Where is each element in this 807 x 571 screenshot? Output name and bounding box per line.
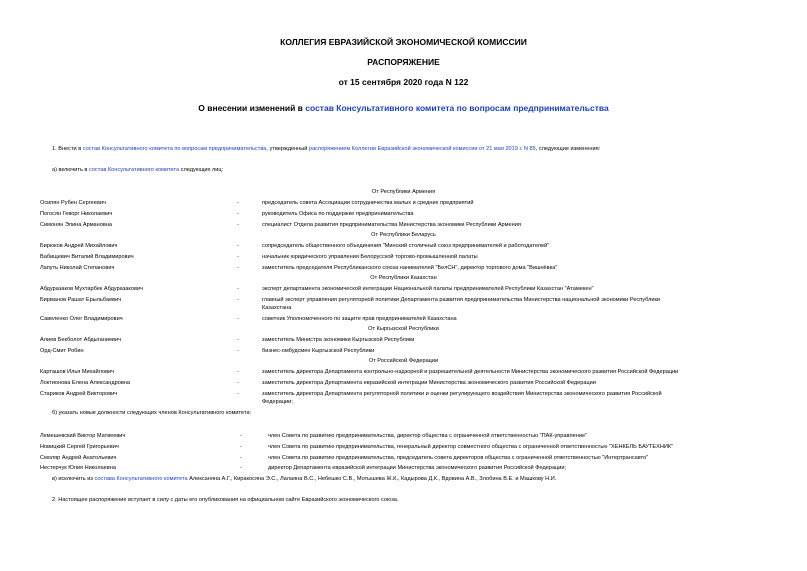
member-name: Лапуть Николай Степанович [40, 265, 115, 271]
paragraph-1 [52, 146, 600, 153]
member-dash: - [237, 286, 239, 292]
member-name: Алиев Бекболот Абдыганиевич [40, 337, 122, 343]
member-name: Бирюков Андрей Михайлович [40, 243, 118, 249]
paragraph-c [52, 476, 556, 483]
member-dash: - [237, 243, 239, 249]
member-dash: - [237, 316, 239, 322]
country-heading: От Кыргызской Республики [368, 326, 439, 332]
p1-text-1: 1. Внести в [52, 146, 83, 152]
member-position: заместитель директора Департамента евразийской интеграции Министерства экономического развития Российской Федерации [262, 380, 596, 386]
member-dash: - [237, 297, 239, 303]
p1-link-composition[interactable]: состав Консультативного комитета по вопросам предпринимательства [82, 146, 267, 152]
paragraph-2: 2. Настоящее распоряжение вступает в силу с даты его опубликования на официальном сайте Евразийского экономического союза. [52, 497, 399, 503]
member-dash: - [237, 380, 239, 386]
member-dash: - [237, 222, 239, 228]
member-name: Симонян Элина Армановна [40, 222, 113, 228]
paragraph-a [52, 167, 223, 174]
member-name: Лемешевский Виктор Матвеевич [40, 433, 126, 439]
member-dash: - [240, 433, 242, 439]
country-heading: От Республики Казахстан [370, 275, 437, 281]
country-heading: От Республики Армения [371, 189, 436, 195]
member-name: Орд-Смит Робин [40, 348, 84, 354]
member-dash: - [240, 444, 242, 450]
member-dash: - [240, 455, 242, 461]
member-dash: - [240, 465, 242, 471]
pa-text-2: следующих лиц: [179, 167, 224, 173]
org-title: КОЛЛЕГИЯ ЕВРАЗИЙСКОЙ ЭКОНОМИЧЕСКОЙ КОМИССИИ [280, 37, 527, 47]
member-position: заместитель директора Департамента регуляторной политики и оценки регулирующего воздействия Министерства экономического развития Российской [262, 391, 662, 397]
member-name: Савеленко Олег Владимирович [40, 316, 123, 322]
member-dash: - [237, 337, 239, 343]
p1-text-2: , утвержденный [266, 146, 309, 152]
member-name: Нестерчук Юлия Николаевна [40, 465, 116, 471]
member-dash: - [237, 211, 239, 217]
doc-type: РАСПОРЯЖЕНИЕ [367, 57, 440, 67]
member-position-continued: Федерации; [262, 399, 293, 405]
member-name: Погосян Геворг Николаевич [40, 211, 113, 217]
p1-link-decision[interactable]: распоряжением Коллегии Евразийской экономической комиссии от 21 мая 2019 г. N 85 [308, 146, 536, 152]
member-name: Абдуразаков Мухтарбек Абдуразакович [40, 286, 144, 292]
member-dash: - [237, 369, 239, 375]
member-position: бизнес-омбудсмен Кыргызской Республики [262, 348, 375, 354]
country-heading: От Республики Беларусь [371, 232, 436, 238]
member-position: заместитель Министра экономики Кыргызской Республики [262, 337, 415, 343]
member-position: директор Департамента евразийской интеграции Министерства экономического развития Российской Федерации; [268, 465, 567, 471]
subject-link[interactable]: состав Консультативного комитета по вопросам предпринимательства [305, 103, 609, 113]
member-name: Смоляр Андрей Анатольевич [40, 455, 117, 461]
p1-text-3: , следующие изменения: [535, 146, 601, 152]
member-name: Локтионова Елена Александровна [40, 380, 130, 386]
member-dash: - [237, 391, 239, 397]
member-dash: - [237, 254, 239, 260]
pa-text-1: а) включить в [52, 167, 89, 173]
member-name: Осипян Рубен Сергеевич [40, 200, 106, 206]
member-position: председатель совета Ассоциации сотрудничества малых и средних предприятий [262, 200, 474, 206]
member-position-continued: Казахстана [262, 305, 292, 311]
member-dash: - [237, 265, 239, 271]
pc-link-composition[interactable]: состава Консультативного комитета [94, 476, 188, 482]
pc-text-2: Алексаняна А.Г., Киракосяна Э.С., Лалаяна В.С., Небешко С.В., Мотышева Ж.К., Кадырова Д.К., Вдовина А.В., Злобина В.Е. и Машкову Н.И. [187, 476, 557, 482]
country-heading: От Российской Федерации [368, 358, 439, 364]
member-position: заместитель директора Департамента контрольно-надзорной и разрешительной деятельности Министерства экономического развития Российской Федерации [262, 369, 679, 375]
member-name: Вабищевич Виталий Владимирович [40, 254, 134, 260]
member-name: Карташов Илья Михайлович [40, 369, 115, 375]
member-position: эксперт департамента экономической интеграции Национальной палаты предпринимателей Республики Казахстан "Атамекен" [262, 286, 594, 292]
member-position: советник Уполномоченного по защите прав предпринимателей Казахстана [262, 316, 457, 322]
member-name: Стариков Андрей Викторович [40, 391, 118, 397]
paragraph-b: б) указать новые должности следующих членов Консультативного комитета: [52, 410, 252, 416]
member-name: Бирманов Рашат Ерыльбаевич [40, 297, 122, 303]
member-position: сопредседатель общественного объединения "Минский столичный союз предпринимателей и работодателей" [262, 243, 550, 249]
member-position: начальник юридического управления Белорусской торгово-промышленной палаты [262, 254, 478, 260]
member-dash: - [237, 348, 239, 354]
member-position: специалист Отдела развития предпринимательства Министерства экономики Республики Армения [262, 222, 521, 228]
doc-subject [0, 103, 807, 113]
pa-link-composition[interactable]: состав Консультативного комитета [88, 167, 180, 173]
member-name: Новицкий Сергей Григорьевич [40, 444, 119, 450]
member-position: заместитель председателя Республиканского союза нанимателей "БелСН", директор торгового дома "Вишнёвка" [262, 265, 558, 271]
pc-text-1: в) исключить из [52, 476, 95, 482]
member-position: руководитель Офиса по поддержке предпринимательства [262, 211, 414, 217]
member-position: член Совета по развитию предпринимательства, председатель совета директоров общества с ограниченной ответственностью "Интертрансавто" [268, 455, 649, 461]
member-position: член Совета по развитию предпринимательства, генеральный директор совместного общества с ограниченной ответственностью "ХЕНКЕЛЬ БАУТЕХНИК" [268, 444, 674, 450]
member-dash: - [237, 200, 239, 206]
subject-prefix: О внесении изменений в [198, 103, 306, 113]
member-position: главный эксперт управления регуляторной политики Департамента развития предпринимательства Министерства национальной экономики Республики [262, 297, 661, 303]
doc-date: от 15 сентября 2020 года N 122 [338, 77, 469, 87]
member-position: член Совета по развитию предпринимательства, директор общества с ограниченной ответственностью "ПАК-управление" [268, 433, 588, 439]
